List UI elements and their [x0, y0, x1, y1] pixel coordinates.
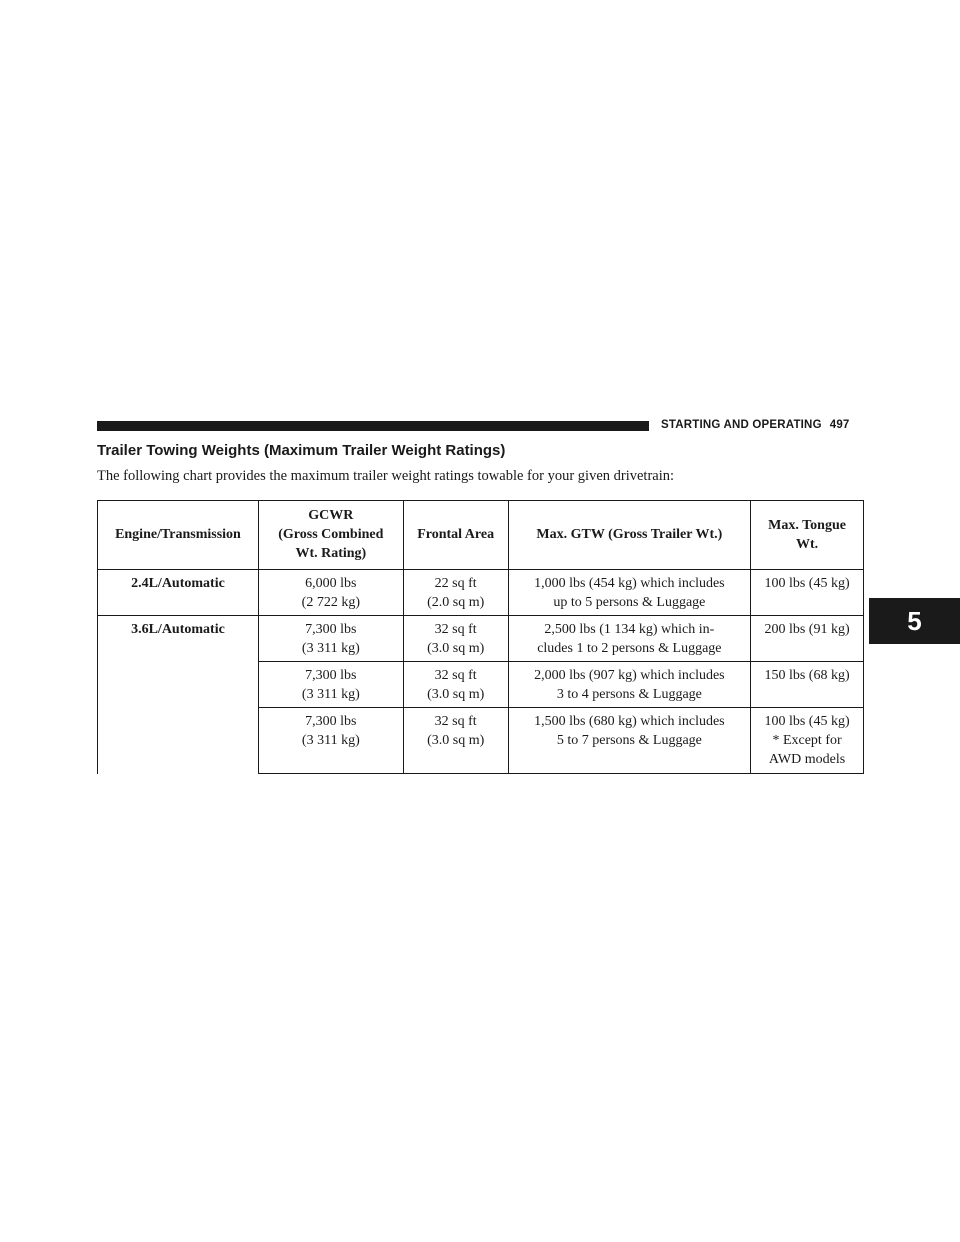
cell-max-gtw: 2,000 lbs (907 kg) which includes 3 to 4 persons & Luggage	[508, 662, 751, 708]
table-row	[98, 616, 864, 662]
chapter-tab: 5	[869, 598, 960, 644]
header-gcwr: GCWR (Gross Combined Wt. Rating)	[258, 501, 403, 570]
towing-weights-table	[97, 500, 864, 774]
cell-max-gtw: 1,000 lbs (454 kg) which includes up to 5 persons & Luggage	[508, 570, 751, 616]
table-row	[98, 570, 864, 616]
header-section: STARTING AND OPERATING	[661, 419, 822, 431]
cell-max-tongue: 100 lbs (45 kg)	[751, 570, 864, 616]
header-engine: Engine/Transmission	[98, 501, 259, 570]
header-max-gtw: Max. GTW (Gross Trailer Wt.)	[508, 501, 751, 570]
cell-frontal-area: 22 sq ft (2.0 sq m)	[403, 570, 508, 616]
cell-max-gtw: 1,500 lbs (680 kg) which includes 5 to 7 persons & Luggage	[508, 708, 751, 774]
cell-frontal-area: 32 sq ft (3.0 sq m)	[403, 616, 508, 662]
header-max-tongue: Max. Tongue Wt.	[751, 501, 864, 570]
header-rule	[97, 421, 649, 431]
table-header-row	[98, 501, 864, 570]
section-title: Trailer Towing Weights (Maximum Trailer Weight Ratings)	[97, 442, 506, 459]
cell-gcwr: 7,300 lbs (3 311 kg)	[258, 662, 403, 708]
cell-engine: 2.4L/Automatic	[98, 570, 259, 616]
cell-gcwr: 7,300 lbs (3 311 kg)	[258, 708, 403, 774]
cell-max-tongue: 100 lbs (45 kg) * Except for AWD models	[751, 708, 864, 774]
cell-max-tongue: 150 lbs (68 kg)	[751, 662, 864, 708]
cell-max-tongue: 200 lbs (91 kg)	[751, 616, 864, 662]
header-frontal-area: Frontal Area	[403, 501, 508, 570]
cell-gcwr: 7,300 lbs (3 311 kg)	[258, 616, 403, 662]
intro-text: The following chart provides the maximum trailer weight ratings towable for your given drivetrain:	[97, 468, 675, 484]
cell-gcwr: 6,000 lbs (2 722 kg)	[258, 570, 403, 616]
cell-frontal-area: 32 sq ft (3.0 sq m)	[403, 662, 508, 708]
cell-engine: 3.6L/Automatic	[98, 616, 259, 774]
page-number: 497	[829, 419, 850, 431]
cell-max-gtw: 2,500 lbs (1 134 kg) which in- cludes 1 to 2 persons & Luggage	[508, 616, 751, 662]
cell-frontal-area: 32 sq ft (3.0 sq m)	[403, 708, 508, 774]
running-header	[661, 419, 850, 431]
